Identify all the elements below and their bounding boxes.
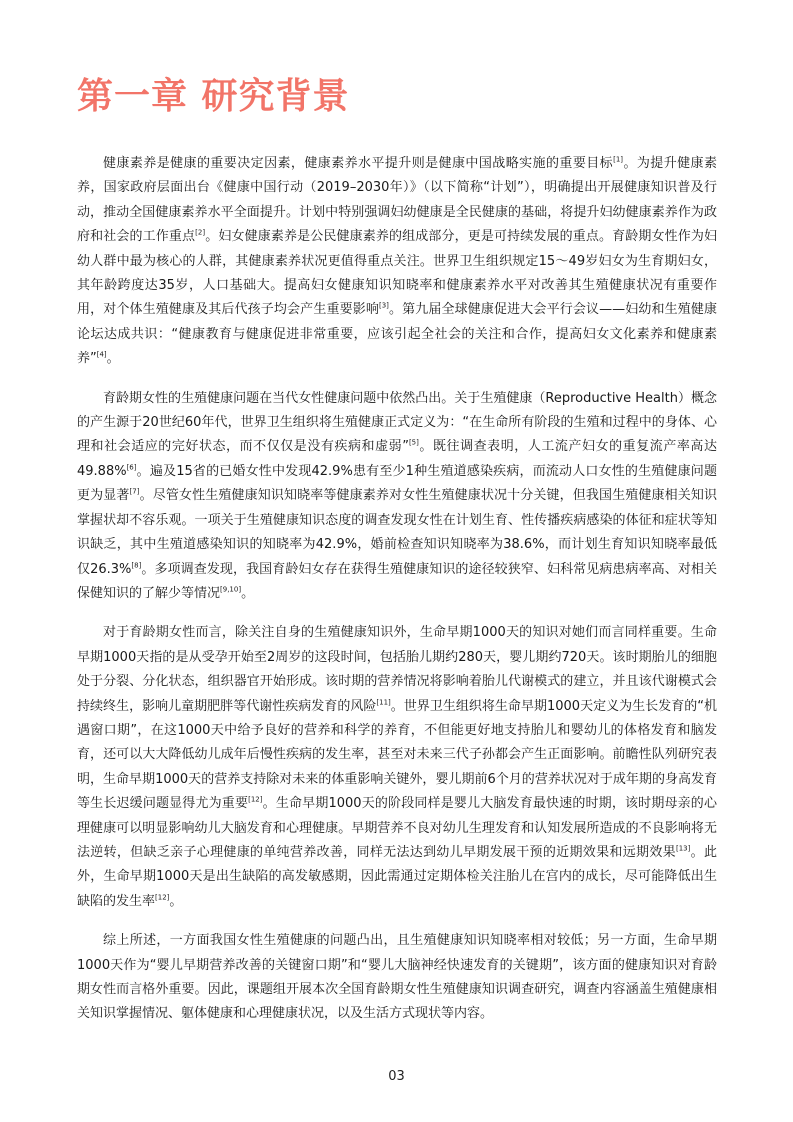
paragraph: [77, 621, 717, 914]
citation-ref: [7]: [129, 487, 140, 496]
page-number: 03: [388, 1069, 405, 1084]
paragraph: [77, 387, 717, 607]
paragraph-text: 。: [106, 351, 120, 367]
citation-ref: [3]: [378, 302, 389, 311]
citation-ref: [4]: [96, 350, 107, 359]
citation-ref: [9,10]: [220, 585, 242, 594]
paragraph-text: 。: [169, 893, 183, 909]
paragraph-text: 。为提升健康素养，国家政府层面出台《健康中国行动（2019–2030年）》（以下简称“计划”），明确提出开展健康知识普及行动，推动全国健康素养水平全面提升。计划中特别强调妇幼健康是全民健康的基础，将提升妇幼健康素养作为政府和社会的工作重点: [77, 156, 717, 245]
citation-ref: [6]: [126, 463, 137, 472]
chapter-title: 第一章 研究背景: [77, 76, 350, 117]
paragraph-text: 育龄期女性的生殖健康问题在当代女性健康问题中依然凸出。关于生殖健康（Reproductive Health）概念的产生源于20世纪60年代，世界卫生组织将生殖健康正式定义为：“在生命所有阶段的生殖和过程中的身体、心理和社会适应的完好状态，而不仅仅是没有疾病和虚弱”: [77, 390, 717, 455]
paragraph-text: 。遍及15省的已婚女性中发现42.9%患有至少1种生殖道感染疾病，而流动人口女性的生殖健康问题更为显著: [77, 463, 717, 504]
paragraph: [77, 152, 717, 372]
citation-ref: [5]: [408, 439, 419, 448]
paragraph-text: 。世界卫生组织将生命早期1000天定义为生长发育的“机遇窗口期”，在这1000天中给予良好的营养和科学的养育，不但能更好地支持胎儿和婴幼儿的体格发育和脑发育，还可以大大降低幼儿成年后慢性疾病的发生率，甚至对未来三代子孙都会产生正面影响。前瞻性队列研究表明，生命早期1000天的营养支持除对未来的体重影响关键外，婴儿期前6个月的营养状况对于成年期的身高发育等生长迟缓问题显得尤为重要: [77, 698, 717, 812]
paragraph-text: 。第九届全球健康促进大会平行会议——妇幼和生殖健康论坛达成共识：“健康教育与健康促进非常重要，应该引起全社会的关注和合作，提高妇女文化素养和健康素养”: [77, 302, 717, 367]
citation-ref: [8]: [131, 561, 142, 570]
paragraph-text: 。多项调查发现，我国育龄妇女存在获得生殖健康知识的途径较狭窄、妇科常见病患病率高、对相关保健知识的了解少等情况: [77, 561, 717, 601]
paragraph-text: 。尽管女性生殖健康知识知晓率等健康素养对女性生殖健康状况十分关键，但我国生殖健康相关知识掌握状却不容乐观。一项关于生殖健康知识态度的调查发现女性在计划生育、性传播疾病感染的体征和症状等知识缺乏，其中生殖道感染知识的知晓率为42.9%，婚前检查知识知晓率为38.6%，而计划生育知识知晓率最低仅26.3%: [77, 488, 717, 577]
citation-ref: [12]: [248, 795, 263, 804]
citation-ref: [12]: [155, 893, 170, 902]
citation-ref: [13]: [675, 844, 691, 853]
body-text: [77, 152, 717, 1042]
paragraph-text: 健康素养是健康的重要决定因素，健康素养水平提升则是健康中国战略实施的重要目标: [103, 156, 614, 171]
citation-ref: [11]: [376, 698, 391, 707]
citation-ref: [1]: [613, 155, 624, 164]
paragraph-text: 综上所述，一方面我国女性生殖健康的问题凸出，且生殖健康知识知晓率相对较低；另一方面，生命早期1000天作为“婴儿早期营养改善的关键窗口期”和“婴儿大脑神经快速发育的关键期”，该方面的健康知识对育龄期女性而言格外重要。因此，课题组开展本次全国育龄期女性生殖健康知识调查研究，调查内容涵盖生殖健康相关知识掌握情况、躯体健康和心理健康状况，以及生活方式现状等内容。: [77, 933, 717, 1022]
citation-ref: [2]: [195, 228, 206, 237]
paragraph-text: 。此外，生命早期1000天是出生缺陷的高发敏感期，因此需通过定期体检关注胎儿在宫内的成长，尽可能降低出生缺陷的发生率: [77, 844, 717, 909]
paragraph: [77, 929, 717, 1027]
paragraph-text: 。既往调查表明，人工流产妇女的重复流产率高达49.88%: [77, 439, 717, 479]
paragraph-text: 对于育龄期女性而言，除关注自身的生殖健康知识外，生命早期1000天的知识对她们而言同样重要。生命早期1000天指的是从受孕开始至2周岁的这段时间，包括胎儿期约280天，婴儿期约720天。该时期胎儿的细胞处于分裂、分化状态，组织器官开始形成。该时期的营养情况将影响着胎儿代谢模式的建立，并且该代谢模式会持续终生，影响儿童期肥胖等代谢性疾病发育的风险: [77, 625, 717, 714]
paragraph-text: 。妇女健康素养是公民健康素养的组成部分，更是可持续发展的重点。育龄期女性作为妇幼人群中最为核心的人群，其健康素养状况更值得重点关注。世界卫生组织规定15～49岁妇女为生育期妇女，其年龄跨度达35岁，人口基础大。提高妇女健康知识知晓率和健康素养水平对改善其生殖健康状况有重要作用，对个体生殖健康及其后代孩子均会产生重要影响: [77, 229, 717, 318]
paragraph-text: 。: [241, 585, 255, 601]
paragraph-text: 。生命早期1000天的阶段同样是婴儿大脑发育最快速的时期，该时期母亲的心理健康可以明显影响幼儿大脑发育和心理健康。早期营养不良对幼儿生理发育和认知发展所造成的不良影响将无法逆转，但缺乏亲子心理健康的单纯营养改善，同样无法达到幼儿早期发展干预的近期效果和远期效果: [77, 796, 717, 860]
